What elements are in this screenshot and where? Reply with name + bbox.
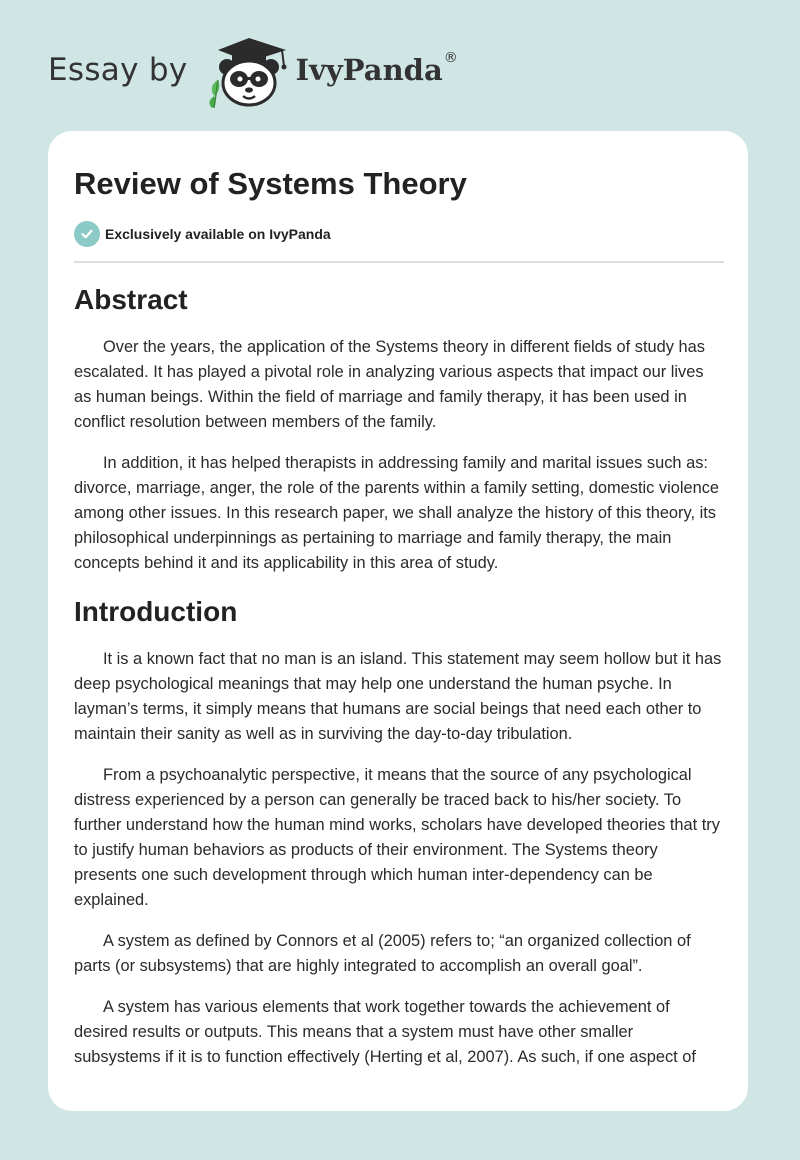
essay-body [74, 283, 724, 1086]
check-icon [74, 221, 100, 247]
essay-card [48, 131, 748, 1111]
section-heading: Introduction [74, 596, 238, 627]
brand-header[interactable] [48, 36, 458, 108]
brand-name: IvyPanda [295, 53, 443, 87]
paragraph: Over the years, the application of the Systems theory in different fields of study has escalated. It has played a pivotal role in analyzing various aspects that impact our lives as human beings. Within the field of marriage and family therapy, it has been used in conflict resolution between members of the family. [74, 338, 705, 431]
paragraph: In addition, it has helped therapists in addressing family and marital issues such as: divorce, marriage, anger, the role of the parents within a family setting, domestic violence among other issues. In this research paper, we shall analyze the history of this theory, its philosophical underpinnings as pertaining to marriage and family therapy, the main concepts behind it and its applicability in this area of study. [74, 454, 720, 572]
section-abstract [74, 283, 724, 576]
paragraph: A system as defined by Connors et al (2005) refers to; “an organized collection of parts (or subsystems) that are highly integrated to accomplish an overall goal”. [74, 932, 691, 975]
section-introduction [74, 595, 724, 1070]
title-divider [74, 261, 724, 263]
paragraph: It is a known fact that no man is an island. This statement may seem hollow but it has deep psychological meanings that may help one understand the human psyche. In layman’s terms, it simply means that humans are social beings that need each other to maintain their sanity as well as in surviving the day-to-day tribulation. [74, 650, 722, 743]
registered-mark: ® [443, 50, 458, 66]
brand-prefix: Essay by [48, 52, 188, 88]
paragraph: A system has various elements that work together towards the achievement of desired results or outputs. This means that a system must have other smaller subsystems if it is to function effectively (Herting et al, 2007). As such, if one aspect of [74, 998, 696, 1066]
section-heading: Abstract [74, 284, 188, 315]
exclusive-badge-text: Exclusively available on IvyPanda [105, 226, 331, 242]
page-title: Review of Systems Theory [74, 166, 467, 201]
panda-graduate-logo-icon [204, 36, 294, 108]
paragraph: From a psychoanalytic perspective, it means that the source of any psychological distress experienced by a person can generally be traced back to his/her society. To further understand how the human mind works, scholars have developed theories that try to justify human behaviors as products of their environment. The Systems theory presents one such development through which human inter-dependency can be explained. [74, 766, 720, 909]
exclusive-badge [74, 221, 331, 247]
